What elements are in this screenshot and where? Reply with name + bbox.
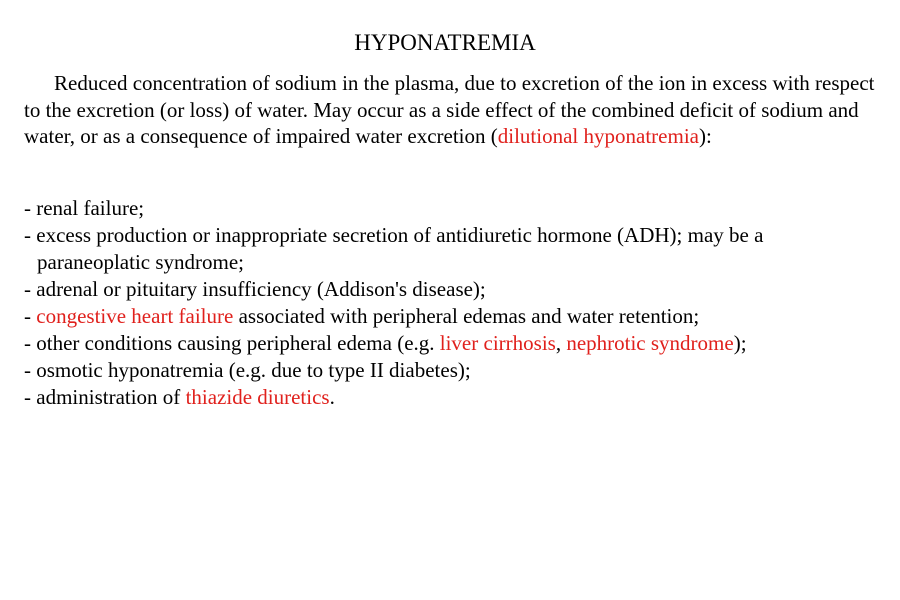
causes-list xyxy=(24,195,876,411)
cause-suffix: associated with peripheral edemas and water retention; xyxy=(233,304,700,328)
cause-prefix: - xyxy=(24,304,37,328)
cause-renal-failure: - renal failure; xyxy=(24,196,145,220)
dilutional-hyponatremia-term: dilutional hyponatremia xyxy=(497,124,699,148)
page-title: HYPONATREMIA xyxy=(354,30,536,55)
congestive-heart-failure-term: congestive heart failure xyxy=(36,304,234,328)
intro-text: Reduced concentration of sodium in the plasma, due to excretion of the ion in excess with respect to the excretion (or loss) of water. May occur as a side effect of the combined deficit of sodium and water, or as a consequence of impaired water excretion ( xyxy=(24,71,875,148)
liver-cirrhosis-term: liver cirrhosis xyxy=(439,331,556,355)
cause-osmotic-hyponatremia: - osmotic hyponatremia (e.g. due to type II diabetes); xyxy=(24,358,471,382)
thiazide-diuretics-term: thiazide diuretics xyxy=(185,385,330,409)
cause-suffix: ); xyxy=(733,331,747,355)
cause-adrenal-insufficiency: - adrenal or pituitary insufficiency (Addison's disease); xyxy=(24,277,486,301)
cause-prefix: - administration of xyxy=(24,385,186,409)
nephrotic-syndrome-term: nephrotic syndrome xyxy=(566,331,734,355)
intro-paragraph xyxy=(24,70,876,150)
cause-peripheral-edema xyxy=(24,330,876,357)
cause-thiazide-diuretics xyxy=(24,384,876,411)
cause-separator: , xyxy=(555,331,567,355)
cause-congestive-heart-failure xyxy=(24,303,876,330)
cause-prefix: - other conditions causing peripheral edema (e.g. xyxy=(24,331,440,355)
cause-adh-secretion: - excess production or inappropriate secretion of antidiuretic hormone (ADH); may be a paraneoplatic syndrome; xyxy=(24,223,764,274)
cause-suffix: . xyxy=(329,385,335,409)
intro-text-end: ): xyxy=(698,124,712,148)
